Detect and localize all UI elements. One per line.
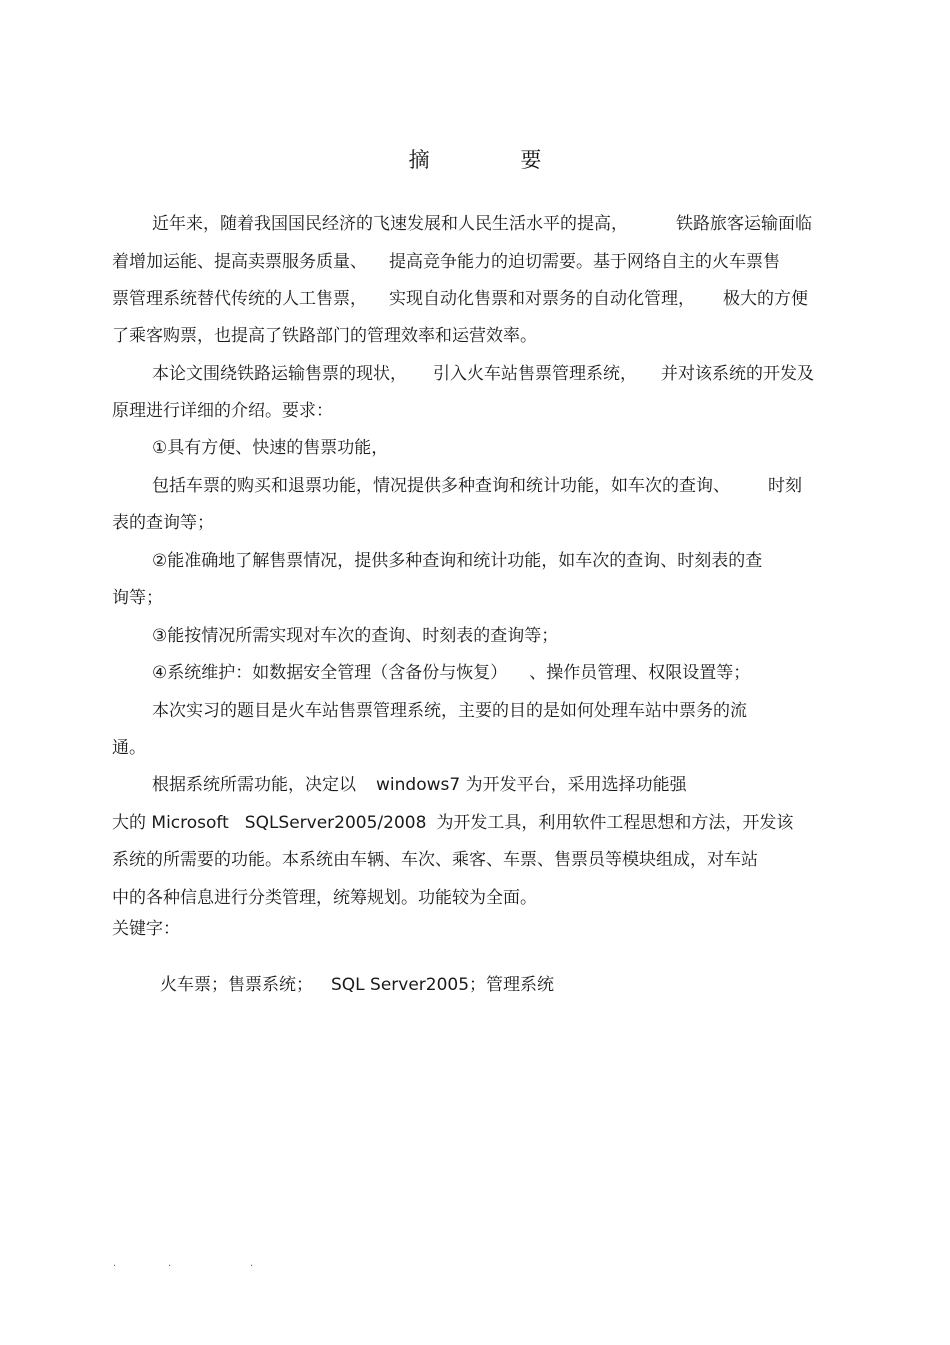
text-segment: 本次实习的题目是火车站售票管理系统，主要的目的是如何处理车站中票务的流 <box>152 701 747 721</box>
text-line <box>112 511 214 535</box>
text-line <box>112 811 793 835</box>
text-segment: SQLServer2005/2008 <box>244 813 427 833</box>
text-segment: 着增加运能、提高卖票服务质量、 <box>112 252 367 272</box>
text-segment: windows7 为开发平台，采用选择功能强 <box>376 775 687 795</box>
text-segment: 系统的所需要的功能。本系统由车辆、车次、乘客、车票、售票员等模块组成，对车站 <box>112 850 758 870</box>
text-segment: 询等； <box>112 588 163 608</box>
text-line <box>112 736 146 760</box>
text-line <box>152 474 802 498</box>
text-segment: ④系统维护：如数据安全管理（含备份与恢复） <box>152 663 508 683</box>
text-segment: 根据系统所需功能，决定以 <box>152 775 356 795</box>
text-segment: ②能准确地了解售票情况，提供多种查询和统计功能，如车次的查询、时刻表的查 <box>152 551 763 571</box>
text-segment: 并对该系统的开发及 <box>661 364 814 384</box>
text-line <box>152 436 388 460</box>
text-line <box>152 549 762 573</box>
text-line <box>112 586 163 610</box>
text-line <box>152 624 558 648</box>
text-segment: 提高竞争能力的迫切需要。基于网络自主的火车票售 <box>389 252 780 272</box>
keywords-label <box>112 917 180 941</box>
text-line <box>112 886 537 910</box>
text-line <box>112 848 758 872</box>
text-segment: 通。 <box>112 738 146 758</box>
text-segment: 铁路旅客运输面临 <box>676 214 812 234</box>
text-line <box>152 661 750 685</box>
text-segment: 近年来，随着我国国民经济的飞速发展和人民生活水平的提高， <box>152 214 628 234</box>
text-line <box>152 773 687 797</box>
text-segment: 火车票；售票系统； <box>160 975 313 995</box>
text-line <box>112 250 780 274</box>
text-line <box>152 212 812 236</box>
footer-dot: . <box>250 1258 254 1269</box>
text-segment: 关键字： <box>112 919 180 939</box>
text-segment: ①具有方便、快速的售票功能， <box>152 438 389 458</box>
text-line <box>112 324 537 348</box>
text-segment: 中的各种信息进行分类管理，统筹规划。功能较为全面。 <box>112 888 537 908</box>
text-segment: 实现自动化售票和对票务的自动化管理， <box>389 289 695 309</box>
text-line <box>112 287 808 311</box>
text-segment: 大的 Microsoft <box>112 813 229 833</box>
text-segment: ③能按情况所需实现对车次的查询、时刻表的查询等； <box>152 626 559 646</box>
text-segment: 本论文围绕铁路运输售票的现状， <box>152 364 407 384</box>
text-segment: 包括车票的购买和退票功能，情况提供多种查询和统计功能，如车次的查询、 <box>152 476 730 496</box>
text-segment: 引入火车站售票管理系统， <box>433 364 637 384</box>
text-segment: 、操作员管理、权限设置等； <box>529 663 751 683</box>
text-line <box>152 362 814 386</box>
text-segment: 了乘客购票，也提高了铁路部门的管理效率和运营效率。 <box>112 326 537 346</box>
text-line <box>152 699 747 723</box>
footer-dot: . <box>113 1258 117 1269</box>
abstract-title: 摘 要 <box>408 148 584 172</box>
keywords-line <box>160 973 554 997</box>
text-line <box>112 399 333 423</box>
footer-dot: . <box>168 1258 172 1269</box>
text-segment: 极大的方便 <box>723 289 808 309</box>
text-segment: 票管理系统替代传统的人工售票， <box>112 289 367 309</box>
text-segment: SQL Server2005；管理系统 <box>331 975 555 995</box>
text-segment: 原理进行详细的介绍。要求： <box>112 401 333 421</box>
text-segment: 表的查询等； <box>112 513 214 533</box>
text-segment: 为开发工具，利用软件工程思想和方法，开发该 <box>436 813 794 833</box>
text-segment: 时刻 <box>768 476 802 496</box>
